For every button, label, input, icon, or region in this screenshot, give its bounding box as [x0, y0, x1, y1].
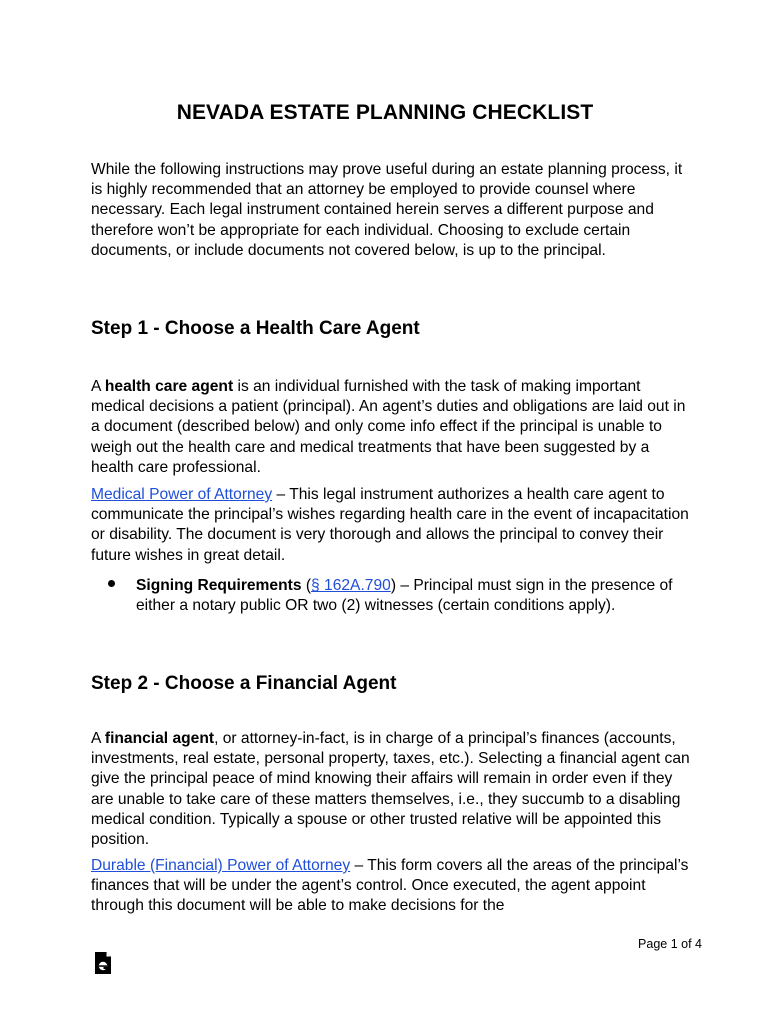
- step2-heading: Step 2 - Choose a Financial Agent: [91, 673, 397, 694]
- page-number: Page 1 of 4: [638, 937, 702, 951]
- step1-p1-text: is an individual furnished with the task of making important medical decisions a patient (principal). An agent’s duties and obligations are laid out in a document (described below) and only come info effect if the principal is unable to weigh out the health care and medical treatments that have been suggested by a health care professional.: [91, 378, 686, 476]
- page-title: NEVADA ESTATE PLANNING CHECKLIST: [176, 101, 594, 124]
- bullet-open-paren: (: [301, 577, 312, 594]
- step2-durable-poa-paragraph: [91, 856, 691, 917]
- step1-health-care-agent-paragraph: [91, 377, 691, 478]
- step2-p1-text: , or attorney-in-fact, is in charge of a principal’s finances (accounts, investments, real estate, personal property, taxes, etc.). Selecting a financial agent can give the principal peace of mind knowing their affairs will remain in order even if they are unable to take care of these matters themselves, i.e., they succumb to a disabling medical condition. Typically a spouse or other trusted relative will be appointed this position.: [91, 730, 690, 849]
- step1-medical-poa-paragraph: [91, 485, 691, 566]
- step2-p1-prefix: A: [91, 730, 105, 747]
- bullet-rest-text: ) – Principal must sign in the presence of either a notary public OR two (2) witnesses (certain conditions apply).: [136, 577, 673, 615]
- intro-paragraph: While the following instructions may prove useful during an estate planning process, it is highly recommended that an attorney be employed to provide counsel where necessary. Each legal instrument contained herein serves a different purpose and therefore won’t be appropriate for each individual. Choosing to exclude certain documents, or include documents not covered below, is up to the principal.: [91, 161, 683, 259]
- eforms-logo-icon: [94, 951, 112, 975]
- durable-financial-power-of-attorney-link[interactable]: Durable (Financial) Power of Attorney: [91, 857, 351, 874]
- signing-requirements-label: Signing Requirements: [136, 577, 302, 594]
- step1-p2-text: – This legal instrument authorizes a health care agent to communicate the principal’s wishes regarding health care in the event of incapacitation or disability. The document is very thorough and allows the principal to convey their future wishes in great detail.: [91, 486, 689, 564]
- health-care-agent-term: health care agent: [104, 378, 234, 395]
- step2-p2-text: – This form covers all the areas of the principal’s finances that will be under the agent’s control. Once executed, the agent appoint through this document will be able to make decisions for the: [91, 857, 689, 915]
- bullet-text: [136, 576, 681, 616]
- statute-162a790-link[interactable]: § 162A.790: [311, 577, 391, 594]
- financial-agent-term: financial agent: [104, 730, 215, 747]
- medical-power-of-attorney-link[interactable]: Medical Power of Attorney: [91, 486, 273, 503]
- step1-heading: Step 1 - Choose a Health Care Agent: [91, 318, 420, 339]
- step2-financial-agent-paragraph: [91, 729, 691, 850]
- bullet-icon: [108, 580, 115, 587]
- step1-p1-prefix: A: [91, 378, 105, 395]
